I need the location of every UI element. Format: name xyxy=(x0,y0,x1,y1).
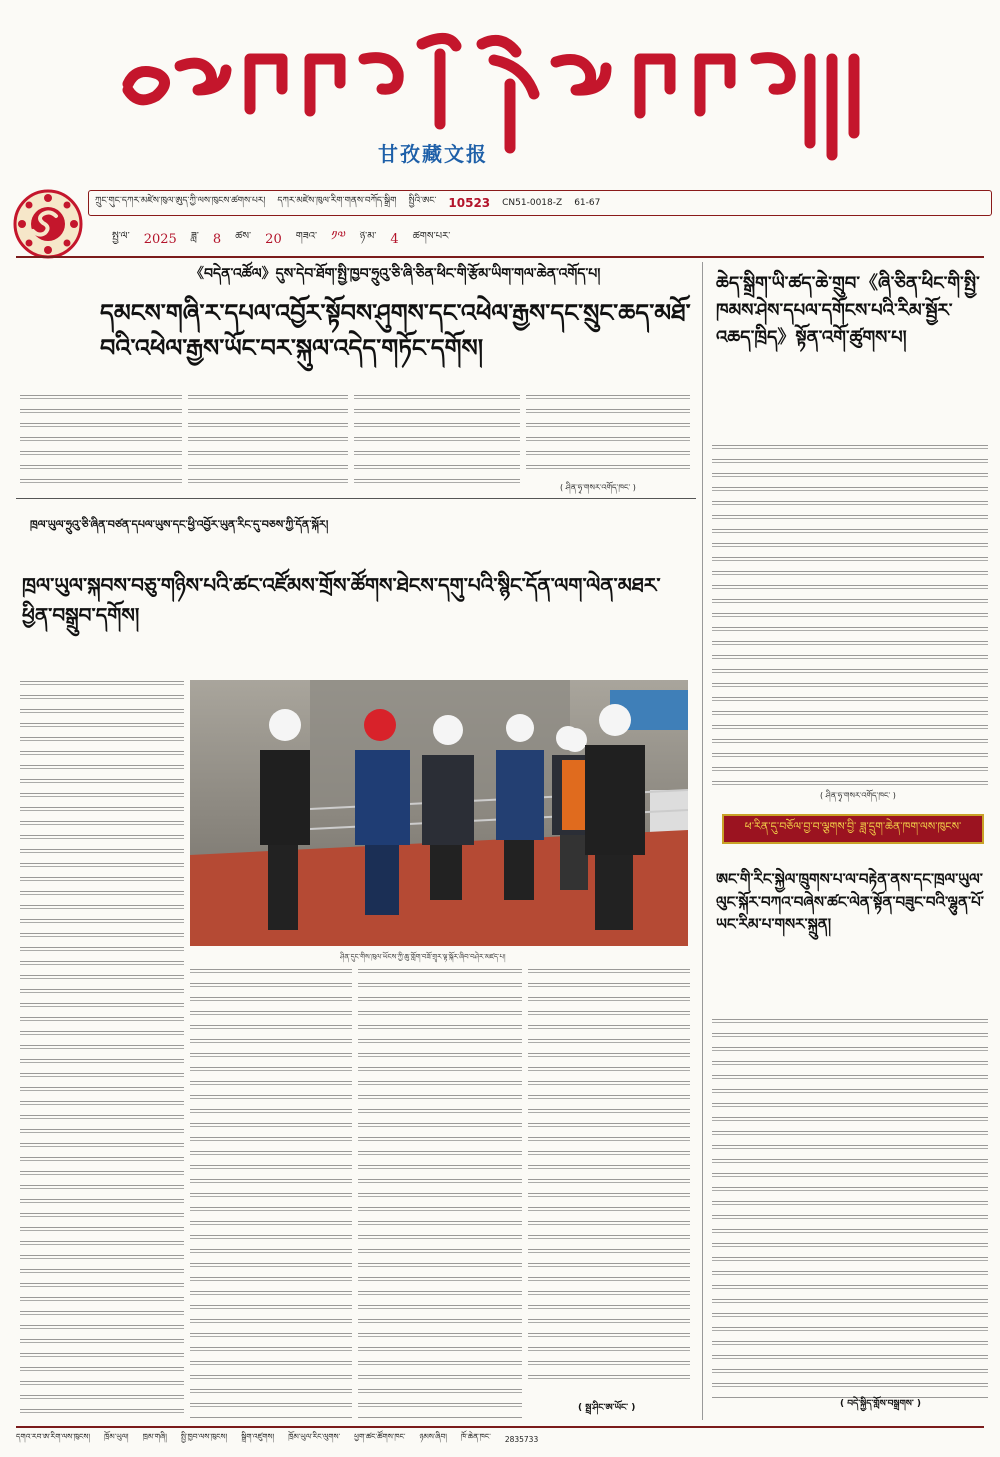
dateline-month: 8 xyxy=(212,231,222,247)
footer-item: ཉམས་ཞིབ། xyxy=(419,1431,447,1441)
right-story-2-body xyxy=(712,1014,988,1398)
footer-item: ཕྱག་ཚང་ཚོགས་ཁང་ xyxy=(354,1431,406,1441)
red-banner-text: ཕ་རིན་དུ་བཅོལ་བྱ་བ་ལྕགས་བྱི་ ཟླ་དྲུག་ཆེན་ཁག་ལས་ཁུངས་ xyxy=(744,819,962,833)
lead-body-col-1 xyxy=(20,390,182,486)
footer-item: ཁྲོམ་ཡུལ། xyxy=(104,1431,129,1441)
dateline-page-label: ཉི་མ་ xyxy=(359,231,377,242)
right-story-2-headline: ཨང་གི་རིང་སྐྱེལ་ཁྲུགས་པ་ལ་བརྟེན་ནས་དང་ཁྲལ་ཡུལ་ལུང་སྐོར་བཀའ་བཞེས་ཚང་ལེན་སྟོན་བཟུང་བའི་ལྷུན་པོ་ཡང་རིམ་པ་གསར་སྐྲུན། xyxy=(716,870,984,933)
news-photo xyxy=(190,680,688,946)
second-signoff: ( སྦྲ་ཤིང་ཨ་ཡོང་ ) xyxy=(578,1403,636,1413)
masthead-info-bar xyxy=(88,190,992,216)
right-story-1-headline: ཆེད་སྒྲིག་ཡི་ཚད་ཆེ་གྲུབ་《ཞི་ཅིན་ཕིང་གི་སྤྱི་ཁམས་ཤེས་དཔལ་དགོངས་པའི་རིམ་སྦྱོར་འཆད་ཁྲིད》སྟོན་འགོ་ཚུགས་པ། xyxy=(716,273,980,348)
page-footer xyxy=(16,1426,984,1450)
second-body-col-2 xyxy=(190,964,352,1420)
footer-item: ཁོ་ཆེན་ཁང་ xyxy=(460,1431,491,1441)
red-banner xyxy=(722,814,984,844)
masthead-chinese-name: 甘孜藏文报 xyxy=(378,142,488,166)
story-divider xyxy=(16,498,696,499)
newspaper-emblem-icon xyxy=(12,188,84,260)
masthead-divider xyxy=(16,256,984,258)
dateline-day-label: ཚེས་ xyxy=(235,231,252,242)
footer-item: དགའ་རབ་ཨ་རིག་ལས་ཁུངས། xyxy=(16,1431,91,1441)
lead-headline: དམངས་གཞི་ར་དཔལ་འབྱོར་སྟོབས་ཤུགས་དང་འཕེལ་རྒྱས་དང་སྲུང་ཆད་མཐོ་བའི་འཕེལ་རྒྱས་ཡོང་བར་སྐུལ་འདེད་གཏོང་དགོས། xyxy=(100,298,691,362)
sponsor-label: དཀར་མཛེས་ཁུལ་རིག་གནས་བཀོད་སྒྲིག xyxy=(277,195,397,206)
photo-site-visit-illustration xyxy=(190,680,688,946)
cn-code: CN51-0018-Z xyxy=(502,198,563,208)
second-body-col-3 xyxy=(358,964,522,1420)
dateline-weekday: 4 xyxy=(390,231,399,247)
issue-number: 10523 xyxy=(448,196,491,210)
dateline-year-label: སྤྱི་ལོ་ xyxy=(112,231,130,242)
second-kicker: ཁྲལ་ཡུལ་ཧྲུའུ་ཅི་ཞིན་བཙན་དཔལ་ཡུས་དང་ཕྱི་འབྱོར་ཡུན་རིང་དུ་བཅས་ཀྱི་དོན་སྐོར། xyxy=(30,518,329,531)
footer-item: སྤྱི་ཁྱབ་ལས་ཁུངས། xyxy=(180,1431,228,1441)
lead-body-col-4 xyxy=(526,390,690,476)
photo-caption: ཤིན་དུང་གིས་ཁུལ་ཡོངས་ཀྱི་ཆུ་གློག་བཟོ་གྲྭར་ལྟ་སྐོར་ཞིབ་བཤེར་མཛད་པ། xyxy=(340,953,506,961)
right-story-1-source: ( ཤིན་ཧྭ་གསར་འགོད་ཁང་ ) xyxy=(820,791,896,800)
right-story-1-body xyxy=(712,440,988,790)
dateline-paper-label: ཚགས་པར་ xyxy=(412,231,451,242)
dateline xyxy=(112,231,992,247)
second-headline: ཁྲལ་ཡུལ་སྐབས་བཅུ་གཉིས་པའི་ཚང་འཛོམས་གྲོས་ཚོགས་ཐེངས་དགུ་པའི་སྙིང་དོན་ལག་ལེན་མཐར་ཕྱིན་བསྒྲུབ་དགོས། xyxy=(22,573,661,627)
dateline-year: 2025 xyxy=(143,231,177,247)
second-body-col-1 xyxy=(20,676,184,1420)
dateline-day: 20 xyxy=(265,231,282,247)
lead-source: ( ཤིན་ཧྭ་གསར་འགོད་ཁང་ ) xyxy=(560,483,636,492)
masthead-logotype xyxy=(110,14,870,164)
footer-item: སྒྲིག་འཛུགས། xyxy=(241,1431,275,1441)
lead-body-col-3 xyxy=(354,390,520,486)
issue-label: སྤྱིའི་ཨང་ xyxy=(408,195,437,206)
lead-kicker: 《བདེན་འཚོལ》དུས་དེབ་ཐོག་སྤྱི་ཁྱབ་ཧྲུའུ་ཅི་ཞི་ཅིན་ཕིང་གི་རྩོམ་ཡིག་གལ་ཆེན་འགོད་པ། xyxy=(190,266,601,282)
right-story-2-source: ( བདེ་སྐྱིད་གློས་བསྒྲགས་ ) xyxy=(840,1399,921,1409)
second-body-col-4 xyxy=(528,964,690,1384)
lead-body-col-2 xyxy=(188,390,348,486)
footer-item: ཁྲམ་གཞི། xyxy=(142,1431,167,1441)
code-number: 61-67 xyxy=(574,198,601,208)
footer-item: ཁྲོམ་ཡུལ་རིང་ལུགས་ xyxy=(288,1431,341,1441)
publisher-label: ཀྲུང་གུང་དཀར་མཛེས་ཁུལ་ཨུད་ཀྱི་ལས་ཁུངས་ཚགས་པར། xyxy=(95,195,266,206)
footer-phone: 2835733 xyxy=(504,1434,539,1444)
dateline-tibetan-number: ༡༧ xyxy=(331,231,346,244)
dateline-month-label: ཟླ་ xyxy=(190,231,199,242)
dateline-weekday-label: གཟའ་ xyxy=(295,231,318,242)
column-divider xyxy=(702,262,703,1420)
